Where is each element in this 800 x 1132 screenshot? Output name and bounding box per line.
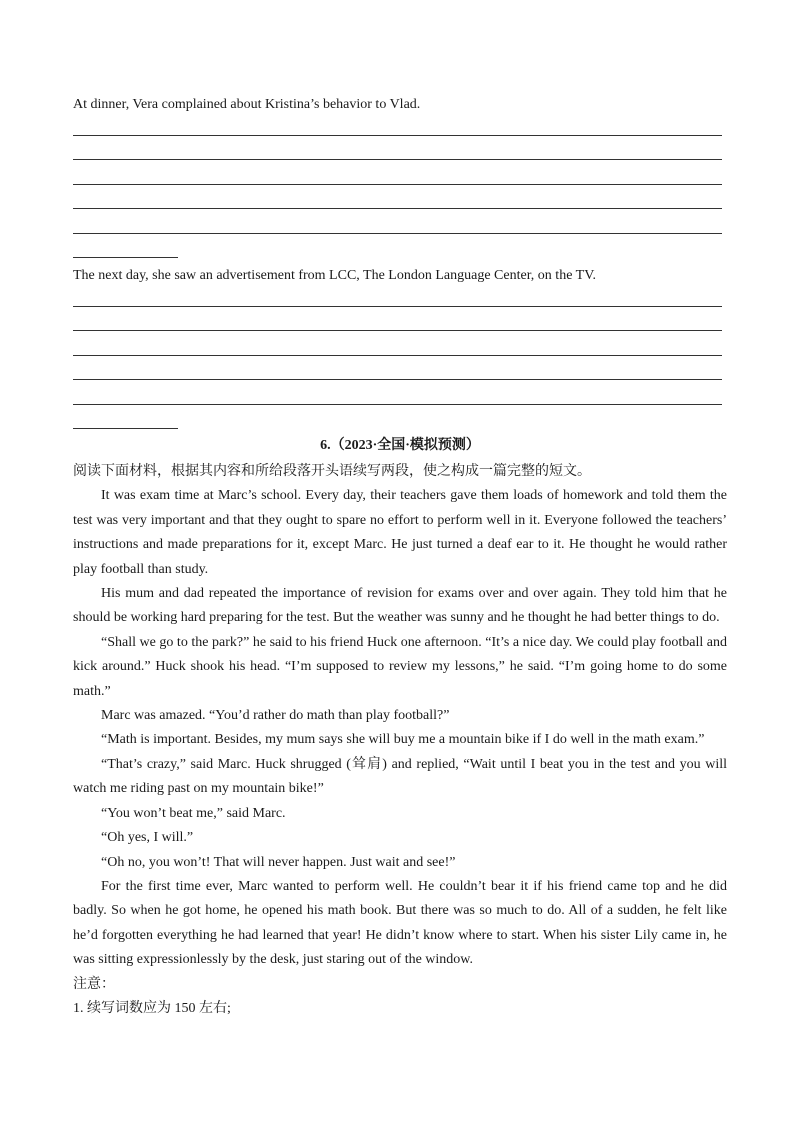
writing-line[interactable] [73, 306, 722, 307]
passage-paragraph: “Oh no, you won’t! That will never happen. Just wait and see!” [101, 854, 456, 870]
passage-paragraph: “Math is important. Besides, my mum says she will buy me a mountain bike if I do well in the math exam.” [101, 732, 705, 748]
writing-line[interactable] [73, 208, 722, 209]
passage-paragraph: “You won’t beat me,” said Marc. [101, 805, 286, 821]
writing-line[interactable] [73, 233, 722, 234]
passage-paragraph: It was exam time at Marc’s school. Every day, their teachers gave them loads of homework and told them the test was very important and that they ought to spare no effort to perform well in it. Everyone followed the teachers’ instructions and made preparations for it, except Marc. He just turned a deaf ear to it. He thought he would rather play football than study. [73, 488, 727, 577]
writing-line-short[interactable] [73, 428, 178, 429]
passage-paragraph: For the first time ever, Marc wanted to perform well. He couldn’t bear it if his friend came top and he did badly. So when he got home, he opened his math book. But there was so much to do. All of a sudden, he felt like he’d forgotten everything he had learned that year! He didn’t know where to start. When his sister Lily came in, he was sitting expressionlessly by the desk, just staring out of the window. [73, 878, 727, 968]
question-title: 6.（2023·全国·模拟预测） [320, 438, 480, 453]
writing-line[interactable] [73, 330, 722, 331]
writing-line[interactable] [73, 159, 722, 160]
writing-line[interactable] [73, 355, 722, 356]
passage-paragraph: “That’s crazy,” said Marc. Huck shrugged (耸肩) and replied, “Wait until I beat you in the test and you will watch me riding past on my mountain bike!” [73, 756, 727, 797]
passage-paragraph: His mum and dad repeated the importance of revision for exams over and over again. They told him that he should be working hard preparing for the test. But the weather was sunny and he thought he had better things to do. [73, 586, 727, 626]
passage-paragraph: “Oh yes, I will.” [101, 830, 194, 846]
writing-line-short[interactable] [73, 257, 178, 258]
question-body [73, 460, 727, 1021]
note-label: 注意： [73, 976, 115, 992]
writing-line[interactable] [73, 184, 722, 185]
writing-line[interactable] [73, 379, 722, 380]
writing-line[interactable] [73, 135, 722, 136]
passage-paragraph: Marc was amazed. “You’d rather do math than play football?” [101, 708, 450, 724]
continuation-prompt-1: At dinner, Vera complained about Kristina’s behavior to Vlad. [73, 97, 421, 112]
continuation-prompt-2: The next day, she saw an advertisement from LCC, The London Language Center, on the TV. [73, 268, 597, 283]
passage-paragraph: “Shall we go to the park?” he said to his friend Huck one afternoon. “It’s a nice day. We could play football and kick around.” Huck shook his head. “I’m supposed to review my lessons,” he said. “I’m going home to do some math.” [73, 634, 727, 699]
instruction-text: 阅读下面材料，根据其内容和所给段落开头语续写两段，使之构成一篇完整的短文。 [73, 464, 591, 479]
writing-line[interactable] [73, 404, 722, 405]
note-item: 1. 续写词数应为 150 左右; [73, 1000, 231, 1016]
